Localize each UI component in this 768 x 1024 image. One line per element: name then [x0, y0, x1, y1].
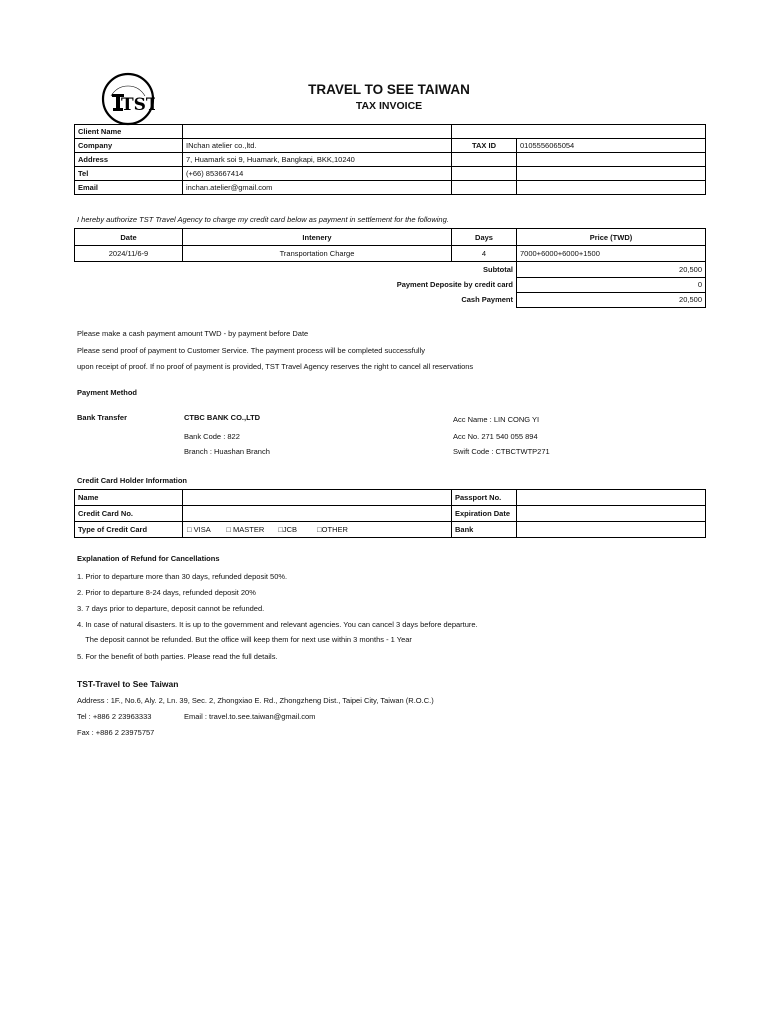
subtotal-label: Subtotal — [483, 265, 513, 274]
bank-name: CTBC BANK CO.,LTD — [184, 413, 261, 422]
note-line: Please make a cash payment amount TWD - by payment before Date — [77, 329, 309, 338]
tel-value: (+66) 853667414 — [183, 167, 452, 181]
item-date: 2024/11/6-9 — [75, 246, 183, 262]
deposit-label: Payment Deposite by credit card — [396, 280, 513, 289]
visa-checkbox[interactable]: □ VISA — [187, 525, 211, 534]
table-row — [75, 181, 706, 195]
refund-line: The deposit cannot be refunded. But the office will keep them for next use within 3 months - 1 Year — [77, 635, 412, 644]
footer-tel: Tel : +886 2 23963333 — [77, 712, 152, 721]
bank-transfer-label: Bank Transfer — [77, 413, 128, 422]
card-holder-heading: Credit Card Holder Information — [77, 476, 188, 485]
empty-cell — [452, 153, 517, 167]
empty-cell — [452, 167, 517, 181]
payment-method-heading: Payment Method — [77, 388, 138, 397]
card-number-value — [183, 506, 452, 522]
expiration-label: Expiration Date — [452, 506, 517, 522]
company-logo — [101, 72, 155, 126]
col-header-price: Price (TWD) — [517, 229, 706, 246]
card-name-value — [183, 490, 452, 506]
email-label: Email — [75, 181, 183, 195]
footer-address: Address : 1F., No.6, Aly. 2, Ln. 39, Sec. 2, Zhongxiao E. Rd., Zhongzheng Dist., Taipei City, Taiwan (R.O.C.) — [77, 696, 434, 705]
refund-line: 4. In case of natural disasters. It is up to the government and relevant agencies. You can cancel 3 days before departure. — [77, 620, 478, 629]
deposit-value: 0 — [517, 277, 706, 292]
note-line: upon receipt of proof. If no proof of payment is provided, TST Travel Agency reserves the right to cancel all reservations — [77, 362, 474, 371]
table-row — [75, 125, 706, 139]
tel-label: Tel — [75, 167, 183, 181]
master-checkbox[interactable]: □ MASTER — [226, 525, 265, 534]
passport-value — [517, 490, 706, 506]
table-row — [75, 522, 706, 538]
card-number-label: Credit Card No. — [75, 506, 183, 522]
table-row — [75, 490, 706, 506]
cash-value: 20,500 — [517, 292, 706, 307]
cash-label: Cash Payment — [461, 295, 513, 304]
table-row — [75, 139, 706, 153]
bank-value — [517, 522, 706, 538]
card-type-options — [183, 522, 452, 538]
col-header-date: Date — [75, 229, 183, 246]
card-type-label: Type of Credit Card — [75, 522, 183, 538]
card-holder-table — [74, 489, 706, 538]
refund-line: 5. For the benefit of both parties. Please read the full details. — [77, 652, 278, 661]
bank-code: Bank Code : 822 — [184, 432, 240, 441]
bank-branch: Branch : Huashan Branch — [184, 447, 270, 456]
empty-cell — [452, 181, 517, 195]
table-row — [75, 506, 706, 522]
table-row — [75, 246, 706, 262]
footer-company: TST-Travel to See Taiwan — [77, 679, 179, 689]
jcb-checkbox[interactable]: □JCB — [278, 525, 298, 534]
table-row — [75, 153, 706, 167]
bank-label: Bank — [452, 522, 517, 538]
items-table — [74, 228, 706, 308]
other-checkbox[interactable]: □OTHER — [317, 525, 348, 534]
logo-text: TST — [121, 95, 155, 115]
empty-cell — [452, 125, 706, 139]
swift-code: Swift Code : CTBCTWTP271 — [453, 447, 550, 456]
subtotal-value: 20,500 — [517, 262, 706, 278]
item-days: 4 — [452, 246, 517, 262]
refund-line: 2. Prior to departure 8-24 days, refunded deposit 20% — [77, 588, 256, 597]
card-name-label: Name — [75, 490, 183, 506]
table-header-row — [75, 229, 706, 246]
company-label: Company — [75, 139, 183, 153]
tax-id-value: 0105556065054 — [517, 139, 706, 153]
document-title: TRAVEL TO SEE TAIWAN — [308, 82, 470, 97]
col-header-days: Days — [452, 229, 517, 246]
subtotal-row — [75, 262, 706, 278]
client-name-label: Client Name — [75, 125, 183, 139]
account-name: Acc Name : LIN CONG YI — [453, 415, 540, 424]
document-subtitle: TAX INVOICE — [355, 100, 423, 112]
authorize-text: I hereby authorize TST Travel Agency to charge my credit card below as payment in settlement for the following. — [77, 215, 449, 224]
cash-row — [75, 292, 706, 307]
refund-line: 3. 7 days prior to departure, deposit cannot be refunded. — [77, 604, 265, 613]
email-value: inchan.atelier@gmail.com — [183, 181, 452, 195]
col-header-itinerary: Intenery — [183, 229, 452, 246]
note-line: Please send proof of payment to Customer Service. The payment process will be completed successfully — [77, 346, 425, 355]
address-label: Address — [75, 153, 183, 167]
item-itinerary: Transportation Charge — [183, 246, 452, 262]
refund-heading: Explanation of Refund for Cancellations — [77, 554, 220, 563]
empty-cell — [517, 167, 706, 181]
item-price: 7000+6000+6000+1500 — [517, 246, 706, 262]
client-name-value — [183, 125, 452, 139]
passport-label: Passport No. — [452, 490, 517, 506]
refund-line: 1. Prior to departure more than 30 days, refunded deposit 50%. — [77, 572, 288, 581]
table-row — [75, 167, 706, 181]
empty-cell — [517, 181, 706, 195]
deposit-row — [75, 277, 706, 292]
footer-email[interactable]: Email : travel.to.see.taiwan@gmail.com — [184, 712, 316, 721]
tax-id-label: TAX ID — [452, 139, 517, 153]
company-value: INchan atelier co.,ltd. — [183, 139, 452, 153]
expiration-value — [517, 506, 706, 522]
account-number: Acc No. 271 540 055 894 — [453, 432, 538, 441]
client-info-table — [74, 124, 706, 195]
footer-fax: Fax : +886 2 23975757 — [77, 728, 155, 737]
empty-cell — [517, 153, 706, 167]
address-value: 7, Huamark soi 9, Huamark, Bangkapi, BKK,10240 — [183, 153, 452, 167]
